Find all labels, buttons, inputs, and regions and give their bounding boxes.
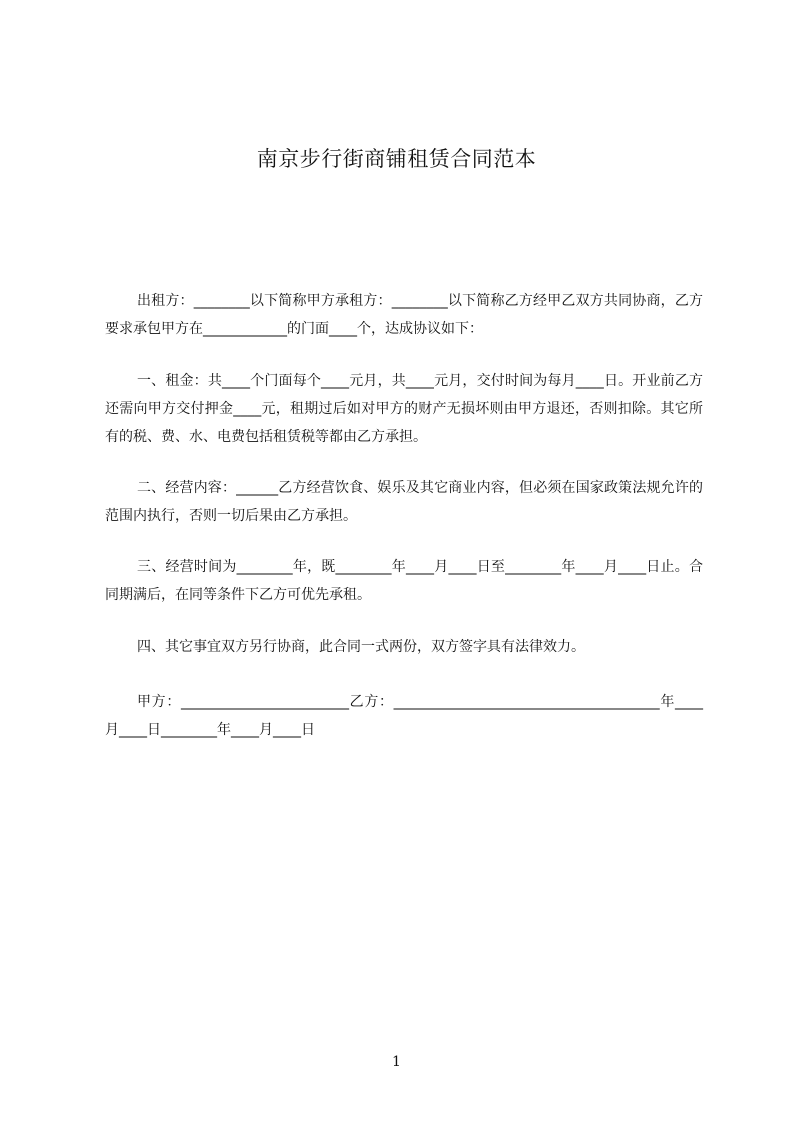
intro-paragraph bbox=[105, 287, 703, 343]
paragraph-term: 三、经营时间为________年，既________年____月____日至________年____月____日止。合同期满后，在同等条件下乙方可优先承租。 bbox=[105, 559, 703, 603]
other-matters-clause bbox=[105, 633, 703, 661]
rent-clause bbox=[105, 367, 703, 451]
paragraph-rent: 一、租金：共____个门面每个____元月，共____元月，交付时间为每月____日。开业前乙方还需向甲方交付押金____元，租期过后如对甲方的财产无损坏则由甲方退还，否则扣除。其它所有的税、费、水、电费包括租赁税等都由乙方承担。 bbox=[105, 373, 703, 445]
signature-block bbox=[105, 688, 703, 744]
paragraph-business-scope: 二、经营内容：______乙方经营饮食、娱乐及其它商业内容，但必须在国家政策法规允许的范围内执行，否则一切后果由乙方承担。 bbox=[105, 480, 703, 524]
page-number: 1 bbox=[392, 1054, 401, 1070]
paragraph-parties: 出租方：________以下简称甲方承租方：________以下简称乙方经甲乙双方共同协商，乙方要求承包甲方在____________的门面____个，达成协议如下： bbox=[105, 293, 703, 337]
page-title: 南京步行街商铺租赁合同范本 bbox=[256, 147, 537, 171]
paragraph-signatures: 甲方：________________________乙方：______________________________________年____月____日________年____月____日 bbox=[105, 694, 703, 738]
term-clause bbox=[105, 553, 703, 609]
paragraph-other-matters: 四、其它事宜双方另行协商，此合同一式两份，双方签字具有法律效力。 bbox=[137, 639, 585, 655]
business-scope-clause bbox=[105, 474, 703, 530]
